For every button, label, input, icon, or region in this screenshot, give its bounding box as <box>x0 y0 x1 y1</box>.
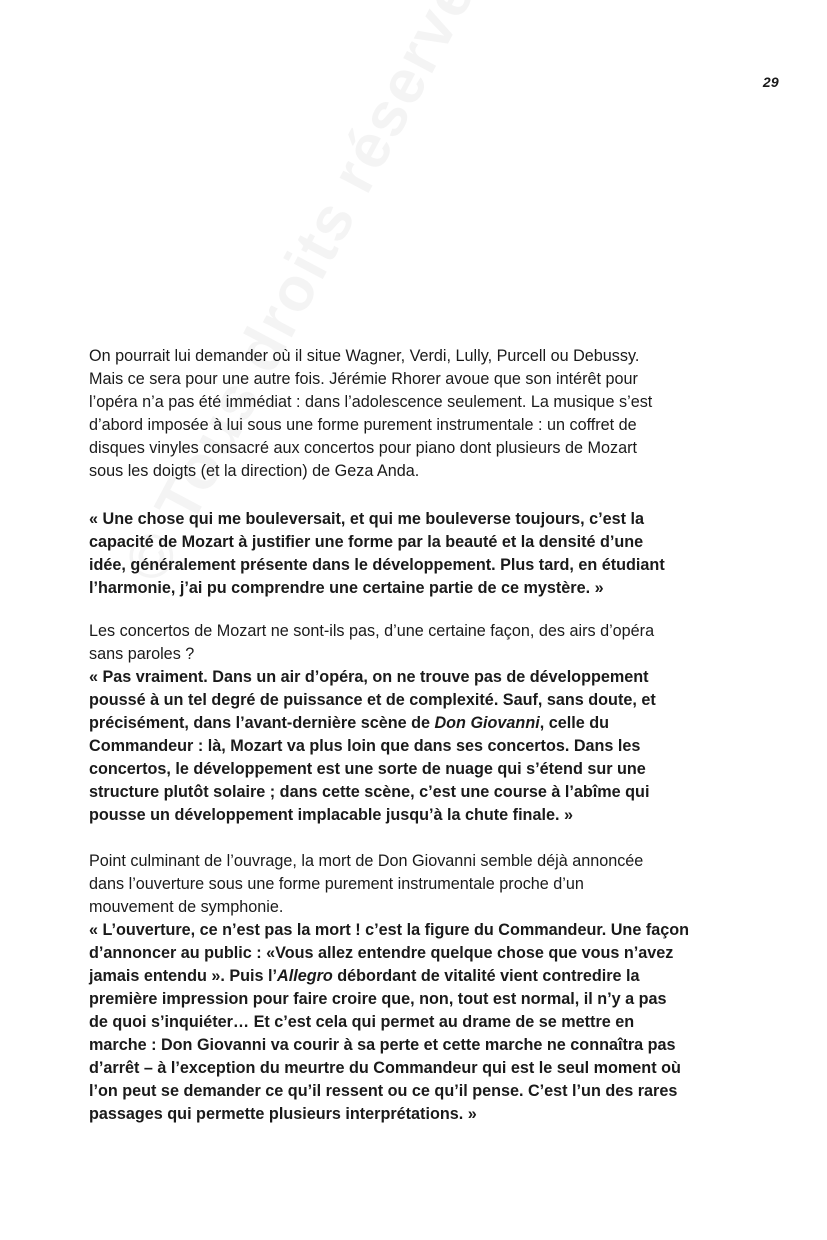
text-line: capacité de Mozart à justifier une forme par la beauté et la densité d’une <box>89 533 644 551</box>
text-line: sous les doigts (et la direction) de Geza Anda. <box>89 462 420 480</box>
answer-line: d’annoncer au public : «Vous allez entendre quelque chose que vous n’avez <box>89 944 674 962</box>
question-line: sans paroles ? <box>89 645 195 663</box>
question-answer-3 <box>89 850 739 1126</box>
question-line: dans l’ouverture sous une forme purement instrumentale proche d’un <box>89 875 584 893</box>
answer-line <box>89 712 739 735</box>
text-line: idée, généralement présente dans le développement. Plus tard, en étudiant <box>89 556 665 574</box>
answer-line: structure plutôt solaire ; dans cette scène, c’est une course à l’abîme qui <box>89 783 650 801</box>
quote-paragraph-1 <box>89 508 739 600</box>
text-line: disques vinyles consacré aux concertos pour piano dont plusieurs de Mozart <box>89 439 637 457</box>
page-number: 29 <box>762 74 779 90</box>
answer-text: jamais entendu ». Puis l’ <box>89 967 278 985</box>
question-line: Les concertos de Mozart ne sont-ils pas, d’une certaine façon, des airs d’opéra <box>89 622 655 640</box>
text-line: d’abord imposée à lui sous une forme purement instrumentale : un coffret de <box>89 416 637 434</box>
answer-line: première impression pour faire croire que, non, tout est normal, il n’y a pas <box>89 990 667 1008</box>
answer-line: concertos, le développement est une sorte de nuage qui s’étend sur une <box>89 760 646 778</box>
text-line: Mais ce sera pour une autre fois. Jérémie Rhorer avoue que son intérêt pour <box>89 370 638 388</box>
text-line: On pourrait lui demander où il situe Wagner, Verdi, Lully, Purcell ou Debussy. <box>89 347 640 365</box>
text-line: « Une chose qui me bouleversait, et qui me bouleverse toujours, c’est la <box>89 510 645 528</box>
answer-line: Commandeur : là, Mozart va plus loin que dans ses concertos. Dans les <box>89 737 641 755</box>
intro-paragraph <box>89 345 739 483</box>
tempo-marking: Allegro <box>277 967 333 985</box>
opera-title: Don Giovanni <box>434 714 540 732</box>
answer-line: d’arrêt – à l’exception du meurtre du Commandeur qui est le seul moment où <box>89 1059 681 1077</box>
answer-text: débordant de vitalité vient contredire la <box>332 967 640 985</box>
text-line: l’opéra n’a pas été immédiat : dans l’adolescence seulement. La musique s’est <box>89 393 653 411</box>
answer-line: pousse un développement implacable jusqu’à la chute finale. » <box>89 806 573 824</box>
question-answer-2 <box>89 620 739 827</box>
answer-line: « Pas vraiment. Dans un air d’opéra, on ne trouve pas de développement <box>89 668 649 686</box>
answer-line <box>89 965 739 988</box>
answer-text: précisément, dans l’avant-dernière scène de <box>89 714 435 732</box>
answer-line: l’on peut se demander ce qu’il ressent ou ce qu’il pense. C’est l’un des rares <box>89 1082 678 1100</box>
answer-line: poussé à un tel degré de puissance et de complexité. Sauf, sans doute, et <box>89 691 656 709</box>
answer-line: de quoi s’inquiéter… Et c’est cela qui permet au drame de se mettre en <box>89 1013 635 1031</box>
answer-line: « L’ouverture, ce n’est pas la mort ! c’est la figure du Commandeur. Une façon <box>89 921 689 939</box>
answer-text: , celle du <box>539 714 609 732</box>
answer-line: marche : Don Giovanni va courir à sa perte et cette marche ne connaîtra pas <box>89 1036 676 1054</box>
text-line: l’harmonie, j’ai pu comprendre une certaine partie de ce mystère. » <box>89 579 604 597</box>
copyright-watermark <box>110 0 507 593</box>
question-line: mouvement de symphonie. <box>89 898 284 916</box>
answer-line: passages qui permette plusieurs interprétations. » <box>89 1105 477 1123</box>
question-line: Point culminant de l’ouvrage, la mort de Don Giovanni semble déjà annoncée <box>89 852 644 870</box>
